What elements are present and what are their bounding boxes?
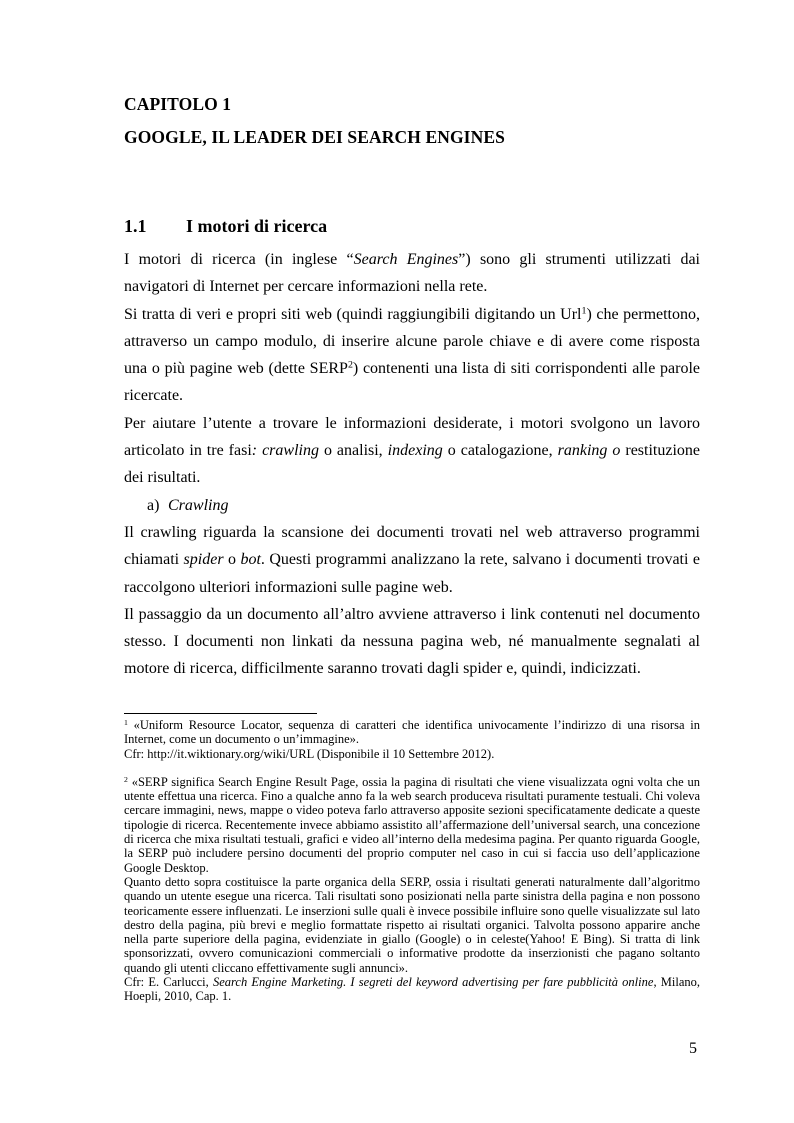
chapter-title: GOOGLE, IL LEADER DEI SEARCH ENGINES <box>124 127 505 147</box>
paragraph-4 <box>124 519 700 601</box>
footnote-text: «SERP significa Search Engine Result Page, ossia la pagina di risultati che viene visualizzata ogni volta che un utente effettua una ricerca. Fino a qualche anno fa la web search produceva risultati puramente testuali. Chi voleva cercare immagini, news, mappe o video poteva farlo attraverso apposite sezioni specificatamente dedicate a queste tipologie di ricerca. Recentemente invece abbiamo assistito all’affermazione dell’universal search, una concezione di ricerca che mixa risultati testuali, grafici e video all’interno della medesima pagina. Per quanto riguarda Google, la SERP può includere persino documenti del proprio computer nel caso in cui si faccia uso dell’applicazione Google Desktop. <box>124 774 700 875</box>
text-run: ) contenenti una lista di siti corrispondenti alle parole ricercate. <box>124 360 701 405</box>
text-run: . Questi programmi analizzano la rete, salvano i documenti trovati e raccolgono ulteriori informazioni sulle pagine web. <box>124 551 701 596</box>
footnotes <box>124 718 700 1004</box>
chapter-label: CAPITOLO 1 <box>124 94 232 114</box>
paragraph-1 <box>124 246 700 301</box>
text-run-italic: ranking o <box>557 442 621 460</box>
text-run: ) che permettono, attraverso un campo modulo, di inserire alcune parole chiave e di avere come risposta una o più pagine web (dette SERP <box>124 305 701 378</box>
footnote-ref-1[interactable]: 1 <box>581 305 587 317</box>
text-run: Il crawling riguarda la scansione dei documenti trovati nel web attraverso programmi chiamati <box>124 523 700 569</box>
body-text <box>124 246 700 683</box>
footnote-separator <box>124 713 317 714</box>
section-heading <box>124 216 327 237</box>
footnote-mark-1: 1 <box>124 717 128 727</box>
text-run: I motori di ricerca (in inglese “ <box>124 251 354 268</box>
text-run-italic: : crawling <box>251 442 319 460</box>
section-number: 1.1 <box>124 216 147 236</box>
citation-text: Cfr: E. Carlucci, <box>124 975 213 990</box>
footnote-2 <box>124 775 700 875</box>
list-item-label: Crawling <box>168 496 229 514</box>
section-title: I motori di ricerca <box>186 216 328 236</box>
text-run: Per aiutare l’utente a trovare le informazioni desiderate, i motori svolgono un lavoro articolato in tre fasi <box>124 414 700 460</box>
footnote-2-continued: Quanto detto sopra costituisce la parte organica della SERP, ossia i risultati generati naturalmente dall’algoritmo quando un utente esegue una ricerca. Tali risultati sono posizionati nella parte sinistra della pagina e non possono teoricamente essere influenzati. Le inserzioni sulle quali è invece possibile influire sono quelle visualizzate sul lato destro della pagina, più brevi e meglio formattate rispetto ai risultati organici. Talvolta possono apparire anche nella parte superiore della pagina, evidenziate in giallo (Google) o in celeste(Yahoo! E Bing). Si tratta di link sponsorizzati, ovvero comunicazioni commerciali o informative prodotte da inserzionisti che pagano soltanto quando gli utenti cliccano effettivamente sugli annunci». <box>124 874 700 975</box>
footnote-mark-2: 2 <box>124 774 128 784</box>
page-number: 5 <box>689 1040 697 1057</box>
footnote-spacer <box>124 761 700 775</box>
paragraph-3 <box>124 410 700 492</box>
footnote-1-citation: Cfr: http://it.wiktionary.org/wiki/URL (Disponibile il 10 Settembre 2012). <box>124 746 495 761</box>
text-run-italic: spider <box>183 551 224 569</box>
text-run: restituzione dei risultati. <box>124 442 701 487</box>
paragraph-2 <box>124 301 700 410</box>
text-run-italic: indexing <box>387 442 443 460</box>
footnote-text: «Uniform Resource Locator, sequenza di caratteri che identifica univocamente l’indirizzo di una risorsa in Internet, come un documento o un’immagine». <box>124 718 700 747</box>
text-run-italic: Search Engines <box>353 251 459 268</box>
footnote-2-citation <box>124 975 700 1004</box>
text-run: ”) sono gli strumenti utilizzati dai navigatori di Internet per cercare informazioni nella rete. <box>124 251 701 296</box>
footnote-ref-2[interactable]: 2 <box>347 359 353 371</box>
citation-text: , Milano, Hoepli, 2010, Cap. 1. <box>124 975 700 1004</box>
text-run: Si tratta di veri e propri siti web (quindi raggiungibili digitando un Url <box>124 305 582 323</box>
citation-title: Search Engine Marketing. I segreti del keyword advertising per fare pubblicità online <box>212 975 654 990</box>
footnote-1 <box>124 718 700 747</box>
list-marker: a) <box>147 496 160 514</box>
paragraph-5: Il passaggio da un documento all’altro avviene attraverso i link contenuti nel documento stesso. I documenti non linkati da nessuna pagina web, né manualmente segnalati al motore di ricerca, difficilmente saranno trovati dagli spider e, quindi, indicizzati. <box>124 605 700 678</box>
text-run: o <box>223 551 241 569</box>
text-run: o analisi, <box>318 442 388 460</box>
text-run-italic: bot <box>240 551 261 569</box>
list-item <box>124 492 700 519</box>
text-run: o catalogazione, <box>442 442 558 460</box>
